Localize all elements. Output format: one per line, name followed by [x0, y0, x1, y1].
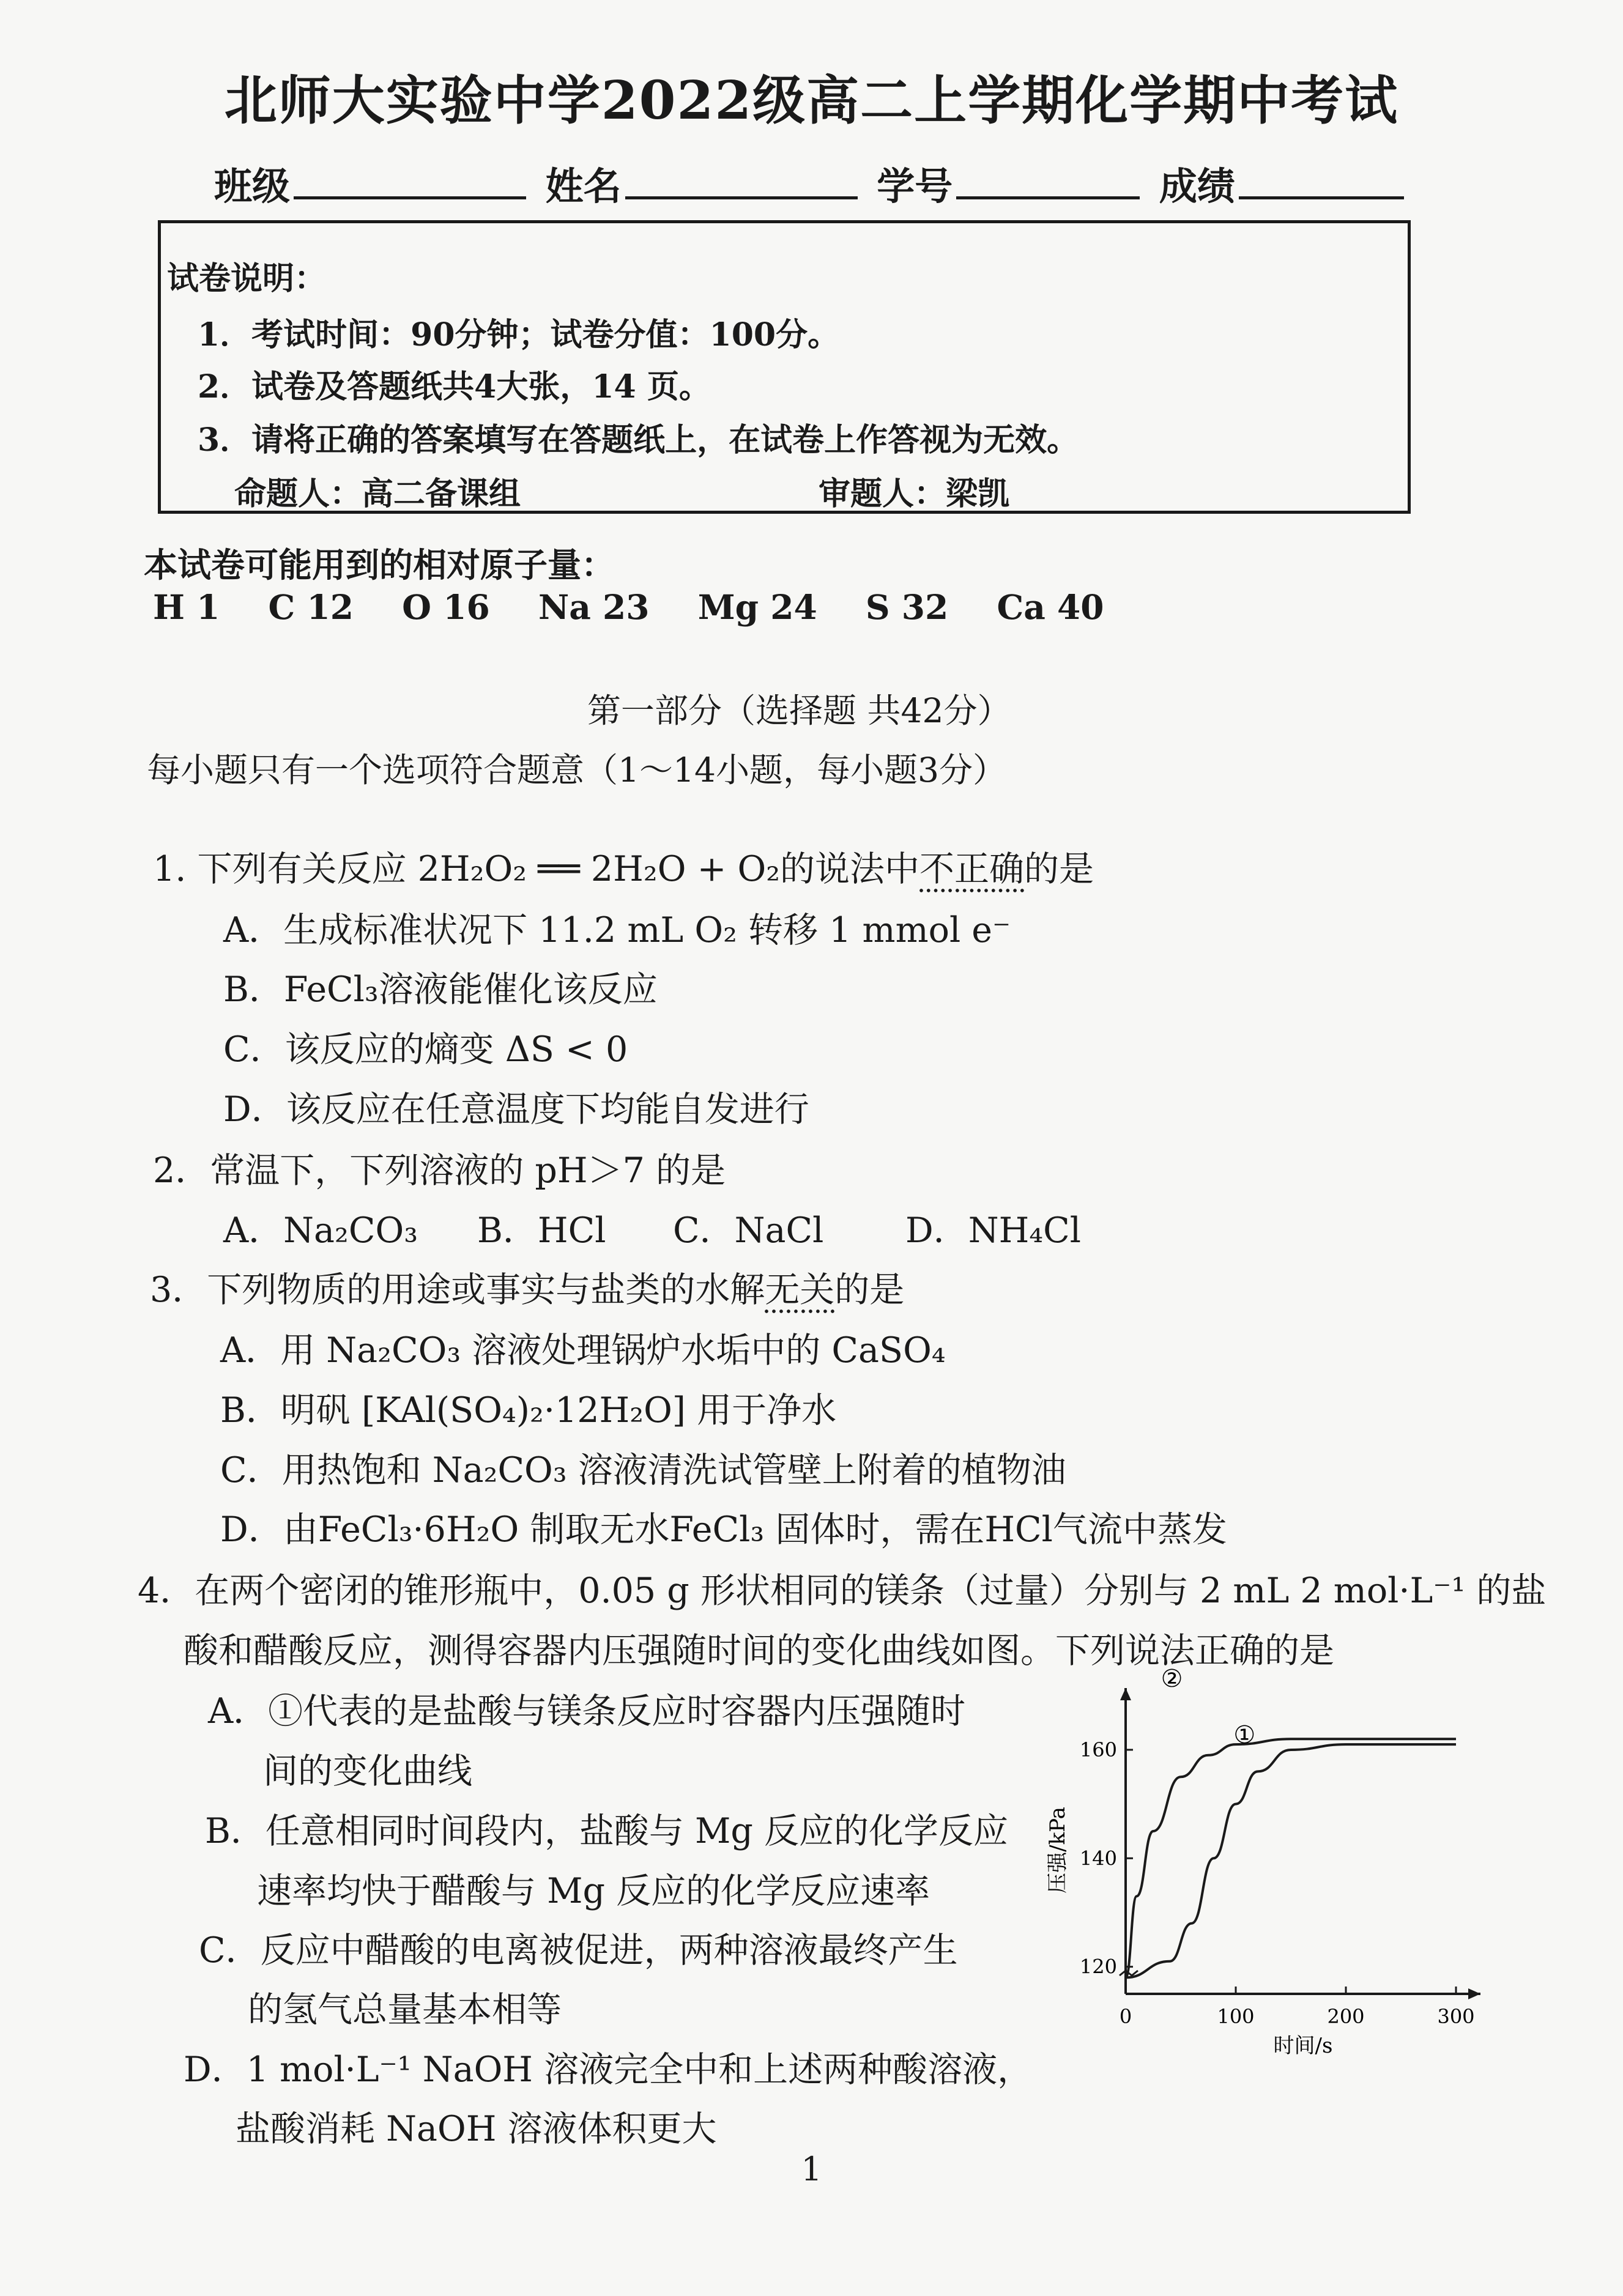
- series-label: ①: [1233, 1721, 1256, 1749]
- q4-option-a-line1: A．①代表的是盐酸与镁条反应时容器内压强随时: [208, 1691, 966, 1731]
- atomic-mass-list: [153, 587, 1104, 627]
- section-heading: 第一部分（选择题 共42分）: [587, 691, 1011, 730]
- atomic-mass: Na 23: [538, 587, 650, 627]
- q1-emphasis: 不正确: [919, 849, 1025, 889]
- exam-title: 北师大实验中学2022级高二上学期化学期中考试: [224, 70, 1399, 131]
- q3-option-c: C．用热饱和 Na₂CO₃ 溶液清洗试管壁上附着的植物油: [220, 1450, 1066, 1491]
- pressure-time-chart: [1040, 1664, 1505, 2055]
- instruction-item: 3．请将正确的答案填写在答题纸上，在试卷上作答视为无效。: [198, 421, 1079, 459]
- atomic-mass: S 32: [865, 587, 949, 627]
- atomic-mass: O 16: [402, 587, 490, 627]
- q2-option-b: B．HCl: [477, 1210, 606, 1251]
- q3-emphasis: 无关: [765, 1270, 835, 1310]
- atomic-mass: Ca 40: [997, 587, 1104, 627]
- question-4-stem-line2: 酸和醋酸反应，测得容器内压强随时间的变化曲线如图。下列说法正确的是: [184, 1631, 1334, 1671]
- author: 命题人：高二备课组: [234, 475, 521, 513]
- student-info-line: [214, 156, 1410, 210]
- id-label: 学号: [877, 164, 953, 209]
- q3-stem-part: 3．下列物质的用途或事实与盐类的水解: [150, 1270, 765, 1310]
- chart-ticks: [1080, 1738, 1475, 2028]
- q2-option-a: A．Na₂CO₃: [223, 1210, 418, 1251]
- chart-curves: [1126, 1665, 1456, 1977]
- class-blank[interactable]: [294, 165, 526, 199]
- q4-option-b-line1: B．任意相同时间段内，盐酸与 Mg 反应的化学反应: [205, 1811, 1008, 1851]
- q3-stem-part: 的是: [834, 1270, 905, 1310]
- q1-option-a: A．生成标准状况下 11.2 mL O₂ 转移 1 mmol e⁻: [223, 910, 1011, 950]
- q1-stem-part: 的说法中: [780, 849, 920, 889]
- q1-stem-part: 1. 下列有关反应: [153, 849, 407, 889]
- instruction-item: 2．试卷及答题纸共4大张，14 页。: [198, 368, 711, 406]
- atomic-mass: C 12: [268, 587, 354, 627]
- q3-option-d: D．由FeCl₃·6H₂O 制取无水FeCl₃ 固体时，需在HCl气流中蒸发: [220, 1509, 1227, 1550]
- score-blank[interactable]: [1239, 165, 1404, 199]
- page-number: 1: [801, 2150, 822, 2188]
- q2-option-d: D．NH₄Cl: [905, 1210, 1081, 1251]
- chart-axes: [1120, 1688, 1480, 1999]
- q2-option-c: C．NaCl: [673, 1210, 824, 1251]
- section-instruction: 每小题只有一个选项符合题意（1～14小题，每小题3分）: [147, 750, 1006, 790]
- question-3-stem: [150, 1262, 904, 1312]
- q1-option-b: B．FeCl₃溶液能催化该反应: [223, 969, 658, 1010]
- q3-option-b: B．明矾 [KAl(SO₄)₂·12H₂O] 用于净水: [220, 1390, 837, 1431]
- y-tick-label: 120: [1079, 1955, 1117, 1979]
- atomic-mass: Mg 24: [697, 587, 817, 627]
- series-line-1: [1126, 1739, 1456, 1977]
- q1-option-d: D．该反应在任意温度下均能自发进行: [223, 1089, 809, 1130]
- q1-option-c: C．该反应的熵变 ΔS < 0: [223, 1029, 628, 1070]
- y-tick-label: 160: [1079, 1738, 1117, 1761]
- x-axis-label: 时间/s: [1273, 2034, 1333, 2055]
- reviewer: 审题人：梁凯: [819, 475, 1010, 513]
- x-tick-label: 300: [1437, 2005, 1475, 2028]
- y-tick-label: 140: [1079, 1846, 1117, 1870]
- y-axis-label: 压强/kPa: [1045, 1807, 1070, 1894]
- question-1-stem: [153, 841, 1094, 891]
- x-tick-label: 200: [1327, 2005, 1365, 2028]
- q4-option-d-line2: 盐酸消耗 NaOH 溶液体积更大: [236, 2109, 717, 2149]
- x-tick-label: 100: [1217, 2005, 1255, 2028]
- q1-stem-part: 的是: [1024, 849, 1094, 889]
- q4-option-a-line2: 间的变化曲线: [263, 1751, 472, 1791]
- question-4-stem-line1: 4．在两个密闭的锥形瓶中，0.05 g 形状相同的镁条（过量）分别与 2 mL 2 mol·L⁻¹ 的盐: [138, 1571, 1547, 1611]
- series-label: ②: [1161, 1665, 1183, 1693]
- q4-option-b-line2: 速率均快于醋酸与 Mg 反应的化学反应速率: [257, 1871, 930, 1911]
- q3-option-a: A．用 Na₂CO₃ 溶液处理锅炉水垢中的 CaSO₄: [220, 1330, 946, 1371]
- q4-option-c-line2: 的氢气总量基本相等: [248, 1990, 562, 2030]
- atomic-mass: H 1: [153, 587, 220, 627]
- atomic-mass-label: 本试卷可能用到的相对原子量：: [144, 545, 615, 585]
- instructions-box: [158, 220, 1411, 514]
- q1-equation: 2H₂O₂ ══ 2H₂O + O₂: [417, 849, 781, 889]
- q4-option-d-line1: D．1 mol·L⁻¹ NaOH 溶液完全中和上述两种酸溶液，: [184, 2050, 1033, 2090]
- q4-option-c-line1: C．反应中醋酸的电离被促进，两种溶液最终产生: [199, 1930, 958, 1971]
- name-label: 姓名: [545, 164, 622, 209]
- class-label: 班级: [214, 164, 291, 209]
- question-2-stem: 2．常温下，下列溶液的 pH＞7 的是: [153, 1150, 726, 1191]
- id-blank[interactable]: [956, 165, 1140, 199]
- y-axis-arrow: [1120, 1688, 1131, 1700]
- x-axis-arrow: [1468, 1988, 1480, 1999]
- instruction-item: 1．考试时间：90分钟；试卷分值：100分。: [198, 316, 840, 354]
- instructions-heading: 试卷说明：: [167, 260, 327, 297]
- score-label: 成绩: [1159, 164, 1235, 209]
- name-blank[interactable]: [625, 165, 858, 199]
- x-tick-label: 0: [1119, 2005, 1132, 2028]
